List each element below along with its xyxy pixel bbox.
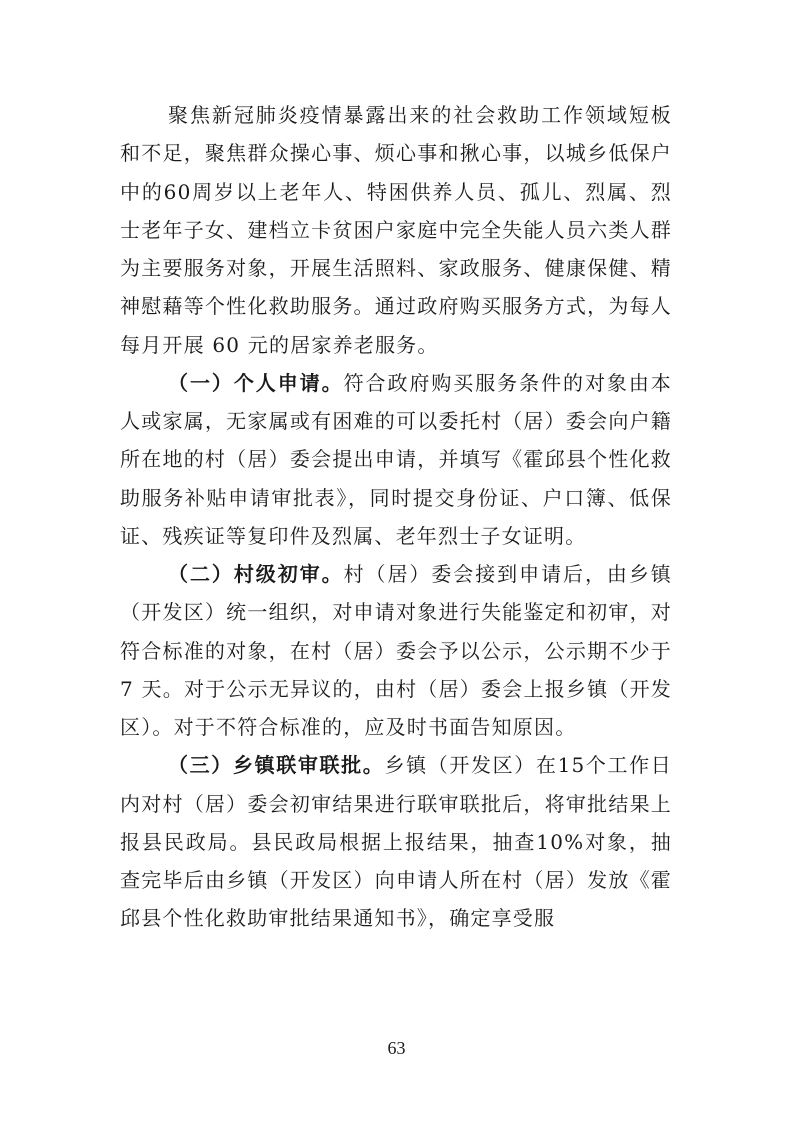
paragraph-township-approval-text: 乡镇（开发区）在15个工作日内对村（居）委会初审结果进行联审联批后，将审批结果上报县民政局。县民政局根据上报结果，抽查10%对象，抽查完毕后由乡镇（开发区）向申请人所在村（居）发放《霍邱县个性化救助审批结果通知书》，确定享受服: [120, 753, 673, 931]
paragraph-personal-application-text: 符合政府购买服务条件的对象由本人或家属，无家属或有困难的可以委托村（居）委会向户籍所在地的村（居）委会提出申请，并填写《霍邱县个性化救助服务补贴申请审批表》，同时提交身份证、户口簿、低保证、残疾证等复印件及烈属、老年烈士子女证明。: [120, 370, 672, 548]
section-heading-personal-application: （一）个人申请。: [168, 370, 344, 395]
paragraph-intro: [120, 96, 672, 364]
paragraph-personal-application: [120, 364, 672, 555]
section-heading-village-review: （二）村级初审。: [168, 562, 344, 586]
body-text: [120, 96, 672, 938]
paragraph-township-approval: [120, 746, 672, 937]
paragraph-village-review: [120, 555, 672, 746]
paragraph-village-review-text: 村（居）委会接到申请后，由乡镇（开发区）统一组织，对申请对象进行失能鉴定和初审，对符合标准的对象，在村（居）委会予以公示，公示期不少于 7 天。对于公示无异议的，由村（居）委会上报乡镇（开发区）。对于不符合标准的，应及时书面告知原因。: [120, 562, 672, 739]
page-number: 63: [387, 1038, 406, 1058]
paragraph-intro-text: 聚焦新冠肺炎疫情暴露出来的社会救助工作领域短板和不足，聚焦群众操心事、烦心事和揪心事，以城乡低保户中的60周岁以上老年人、特困供养人员、孤儿、烈属、烈士老年子女、建档立卡贫困户家庭中完全失能人员六类人群为主要服务对象，开展生活照料、家政服务、健康保健、精神慰藉等个性化救助服务。通过政府购买服务方式，为每人每月开展 60 元的居家养老服务。: [120, 103, 672, 357]
section-heading-township-approval: （三）乡镇联审联批。: [168, 753, 385, 778]
